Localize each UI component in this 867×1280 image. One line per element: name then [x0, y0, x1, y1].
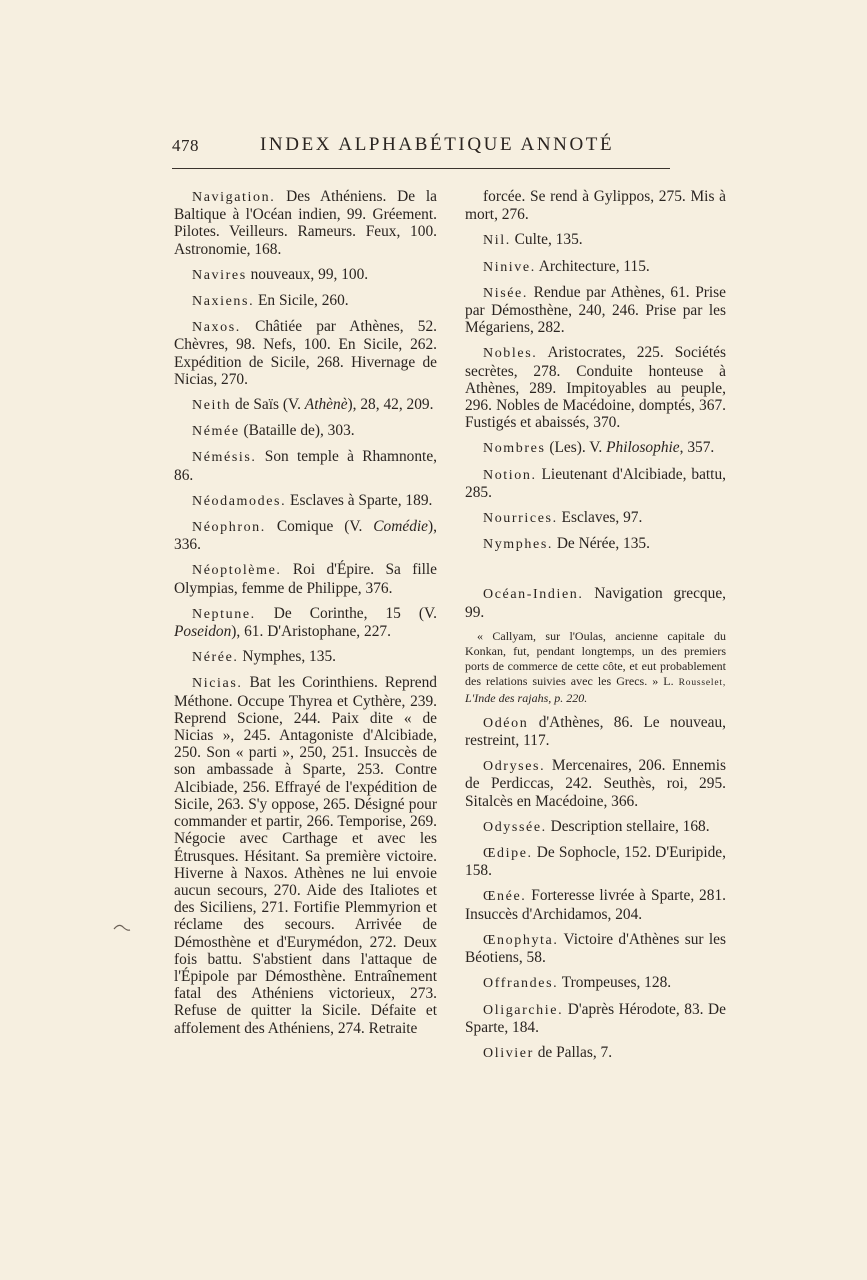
- index-entry: [174, 292, 437, 310]
- entry-text: Victoire d'Athènes sur les Béotiens, 58.: [465, 930, 726, 967]
- entry-reference: Comédie: [373, 518, 429, 536]
- index-entry: [465, 466, 726, 501]
- margin-mark-icon: [113, 922, 131, 932]
- index-entry-ocean: [465, 585, 726, 620]
- entry-headword: Némée: [192, 424, 240, 440]
- entry-headword: Néodamodes.: [192, 493, 287, 509]
- entry-text-cont: ), 28, 42, 209.: [347, 396, 434, 414]
- entry-headword: Naxiens.: [192, 294, 255, 310]
- index-entry: [174, 561, 437, 596]
- entry-text: Lieutenant d'Alcibiade, battu, 285.: [465, 465, 726, 501]
- index-entry: [174, 422, 437, 440]
- header-rule: [172, 168, 670, 169]
- right-column: [465, 188, 726, 1062]
- entry-headword: Nil.: [483, 233, 511, 249]
- entry-text: Navigation grecque, 99.: [465, 585, 726, 621]
- entry-headword: Navires: [192, 267, 247, 283]
- entry-headword: Némésis.: [192, 450, 257, 466]
- index-entry: [465, 974, 726, 992]
- index-entry: [465, 931, 726, 966]
- entry-text: Forteresse livrée à Sparte, 281. Insuccès d'Archidamos, 204.: [465, 887, 726, 923]
- entry-text: Roi d'Épire. Sa fille Olympias, femme de Philippe, 376.: [174, 561, 437, 597]
- quote-work: L'Inde des rajahs, p. 220.: [465, 690, 588, 705]
- entry-headword: Odyssée.: [483, 819, 547, 835]
- index-entry: [465, 258, 726, 276]
- index-entry: [174, 674, 437, 1036]
- section-gap: [465, 553, 726, 585]
- entry-text: De Nérée, 135.: [552, 535, 650, 553]
- index-entry: [465, 757, 726, 810]
- entry-headword: Navigation.: [192, 190, 276, 205]
- index-entry: [465, 1044, 726, 1062]
- entry-headword: Nicias.: [192, 676, 243, 692]
- entry-headword: Nymphes.: [483, 537, 553, 553]
- entry-headword: Néoptolème.: [192, 563, 282, 579]
- quote-text: « Callyam, sur l'Oulas, ancienne capitale du Konkan, fut, pendant longtemps, un des premiers ports de commerce de cette côte, et eut probablement des relations suivies avec les Grecs. » L.: [465, 628, 726, 688]
- entry-headword: Oligarchie.: [483, 1002, 564, 1018]
- index-entry: [465, 284, 726, 337]
- entry-text: Esclaves, 97.: [557, 509, 643, 527]
- entry-reference: Athènè: [304, 396, 348, 414]
- entry-text: Comique (V.: [265, 518, 374, 536]
- entry-text: D'après Hérodote, 83. De Sparte, 184.: [465, 1000, 726, 1036]
- entry-text: (Bataille de), 303.: [239, 422, 355, 440]
- index-entry: [465, 818, 726, 836]
- entry-headword: Olivier: [483, 1045, 534, 1061]
- entry-text: (Les). V.: [545, 439, 607, 457]
- entry-headword: Nérée.: [192, 650, 239, 666]
- entry-text: En Sicile, 260.: [254, 292, 349, 310]
- entry-text: De Corinthe, 15 (V.: [255, 604, 437, 622]
- index-entry: [465, 844, 726, 879]
- entry-text: Nymphes, 135.: [238, 648, 336, 666]
- entry-text: Son temple à Rhamnonte, 86.: [174, 448, 437, 484]
- index-entry: [465, 535, 726, 553]
- running-header: [172, 132, 670, 162]
- index-entry: [465, 188, 726, 223]
- entry-text: nouveaux, 99, 100.: [246, 265, 369, 283]
- entry-headword: Nisée.: [483, 285, 528, 301]
- index-entry: [465, 344, 726, 431]
- entry-headword: Ninive.: [483, 259, 536, 275]
- page-number: 478: [172, 136, 199, 155]
- entry-text: forcée. Se rend à Gylippos, 275. Mis à mort, 276.: [465, 188, 726, 224]
- entry-headword: Naxos.: [192, 320, 241, 336]
- entry-text-cont: ), 61. D'Aristophane, 227.: [231, 623, 391, 641]
- entry-headword: Nobles.: [483, 346, 538, 362]
- entry-text-cont: , 357.: [679, 439, 715, 457]
- entry-headword: Œdipe.: [483, 846, 533, 862]
- entry-headword: Neith: [192, 398, 232, 414]
- entry-headword: Océan-Indien.: [483, 587, 584, 603]
- entry-headword: Notion.: [483, 467, 537, 483]
- entry-reference: Poseidon: [174, 623, 232, 641]
- entry-text: Rendue par Athènes, 61. Prise par Démosthène, 240, 246. Prise par les Mégariens, 282.: [465, 283, 726, 337]
- right-entries-o: [465, 714, 726, 1062]
- entry-text: de Saïs (V.: [231, 396, 305, 414]
- entry-text: Aristocrates, 225. Sociétés secrètes, 278. Conduite honteuse à Athènes, 289. Impitoyables au peuple, 296. Nobles de Macédoine, domptés, 367. Fustigés et abaissés, 370.: [465, 344, 726, 432]
- entry-text: Description stellaire, 168.: [546, 817, 710, 835]
- entry-reference: Philosophie: [606, 439, 680, 457]
- index-entry: [174, 518, 437, 553]
- entry-headword: Nourrices.: [483, 511, 558, 527]
- index-entry: [174, 188, 437, 258]
- quotation-note: [465, 629, 726, 706]
- right-entries-n: [465, 188, 726, 553]
- entry-headword: Neptune.: [192, 606, 256, 622]
- entry-text: Bat les Corinthiens. Reprend Méthone. Occupe Thyrea et Cythère, 239. Reprend Scione, 244. Paix dite « de Nicias », 245. Antagoniste d'Alcibiade, 250. Son « parti », 250, 251. Insuccès de son ambassade à Sparte, 253. Contre Alcibiade, 256. Effrayé de l'expédition de Sicile, 263. S'y oppose, 265. Désigné pour commander et partir, 266. Temporise, 269. Négocie avec Carthage et avec les Étrusques. Hésitant. Sa première victoire. Hiverne à Naxos. Athènes ne lui envoie aucun secours, 270. Aide des Italiotes et des Siciliens, 271. Fortifie Plemmyrion et réclame des secours. Arrivée de Démosthène et d'Eurymédon, 272. Deux fois battu. S'abstient dans l'attaque de l'Épipole par Démosthène. Entraînement fatal des Athéniens victorieux, 273. Refuse de quitter la Sicile. Défaite et affolement des Athéniens, 274. Retraite: [174, 674, 437, 1037]
- index-entry: [465, 714, 726, 749]
- entry-text: Des Athéniens. De la Baltique à l'Océan indien, 99. Gréement. Pilotes. Veilleurs. Rameurs. Feux, 100. Astronomie, 168.: [174, 188, 437, 258]
- entry-headword: Néophron.: [192, 520, 266, 536]
- index-entry: [174, 266, 437, 284]
- entry-text: d'Athènes, 86. Le nouveau, restreint, 117.: [465, 713, 726, 750]
- index-entry: [174, 648, 437, 666]
- entry-text: Châtiée par Athènes, 52. Chèvres, 98. Nefs, 100. En Sicile, 262. Expédition de Sicile, 268. Hivernage de Nicias, 270.: [174, 318, 437, 388]
- quote-author: Rousselet,: [678, 677, 726, 688]
- index-entry: [465, 231, 726, 249]
- index-entry: [465, 439, 726, 457]
- entry-headword: Offrandes.: [483, 976, 559, 992]
- entry-text: de Pallas, 7.: [533, 1043, 613, 1061]
- entry-text: De Sophocle, 152. D'Euripide, 158.: [465, 844, 726, 880]
- entry-text: Architecture, 115.: [535, 257, 650, 275]
- entry-text-cont: ), 336.: [174, 518, 437, 554]
- index-entry: [174, 396, 437, 414]
- index-entry: [174, 318, 437, 388]
- left-column: [174, 188, 437, 1037]
- index-entry: [174, 492, 437, 510]
- index-entry: [465, 509, 726, 527]
- entry-text: Mercenaires, 206. Ennemis de Perdiccas, 242. Seuthès, roi, 295. Sitalcès en Macédoine, 366.: [465, 757, 726, 810]
- entry-headword: Œnophyta.: [483, 932, 559, 948]
- index-entry: [465, 1001, 726, 1036]
- entry-text: Esclaves à Sparte, 189.: [286, 491, 433, 509]
- index-entry: [465, 887, 726, 922]
- entry-headword: Œnée.: [483, 889, 527, 905]
- entry-headword: Nombres: [483, 441, 546, 457]
- entry-text: Culte, 135.: [510, 231, 583, 249]
- entry-headword: Odryses.: [483, 759, 546, 775]
- index-entry: [174, 605, 437, 640]
- index-entry: [174, 448, 437, 483]
- entry-headword: Odéon: [483, 715, 529, 731]
- running-title: INDEX ALPHABÉTIQUE ANNOTÉ: [260, 134, 615, 155]
- entry-text: Trompeuses, 128.: [558, 974, 672, 992]
